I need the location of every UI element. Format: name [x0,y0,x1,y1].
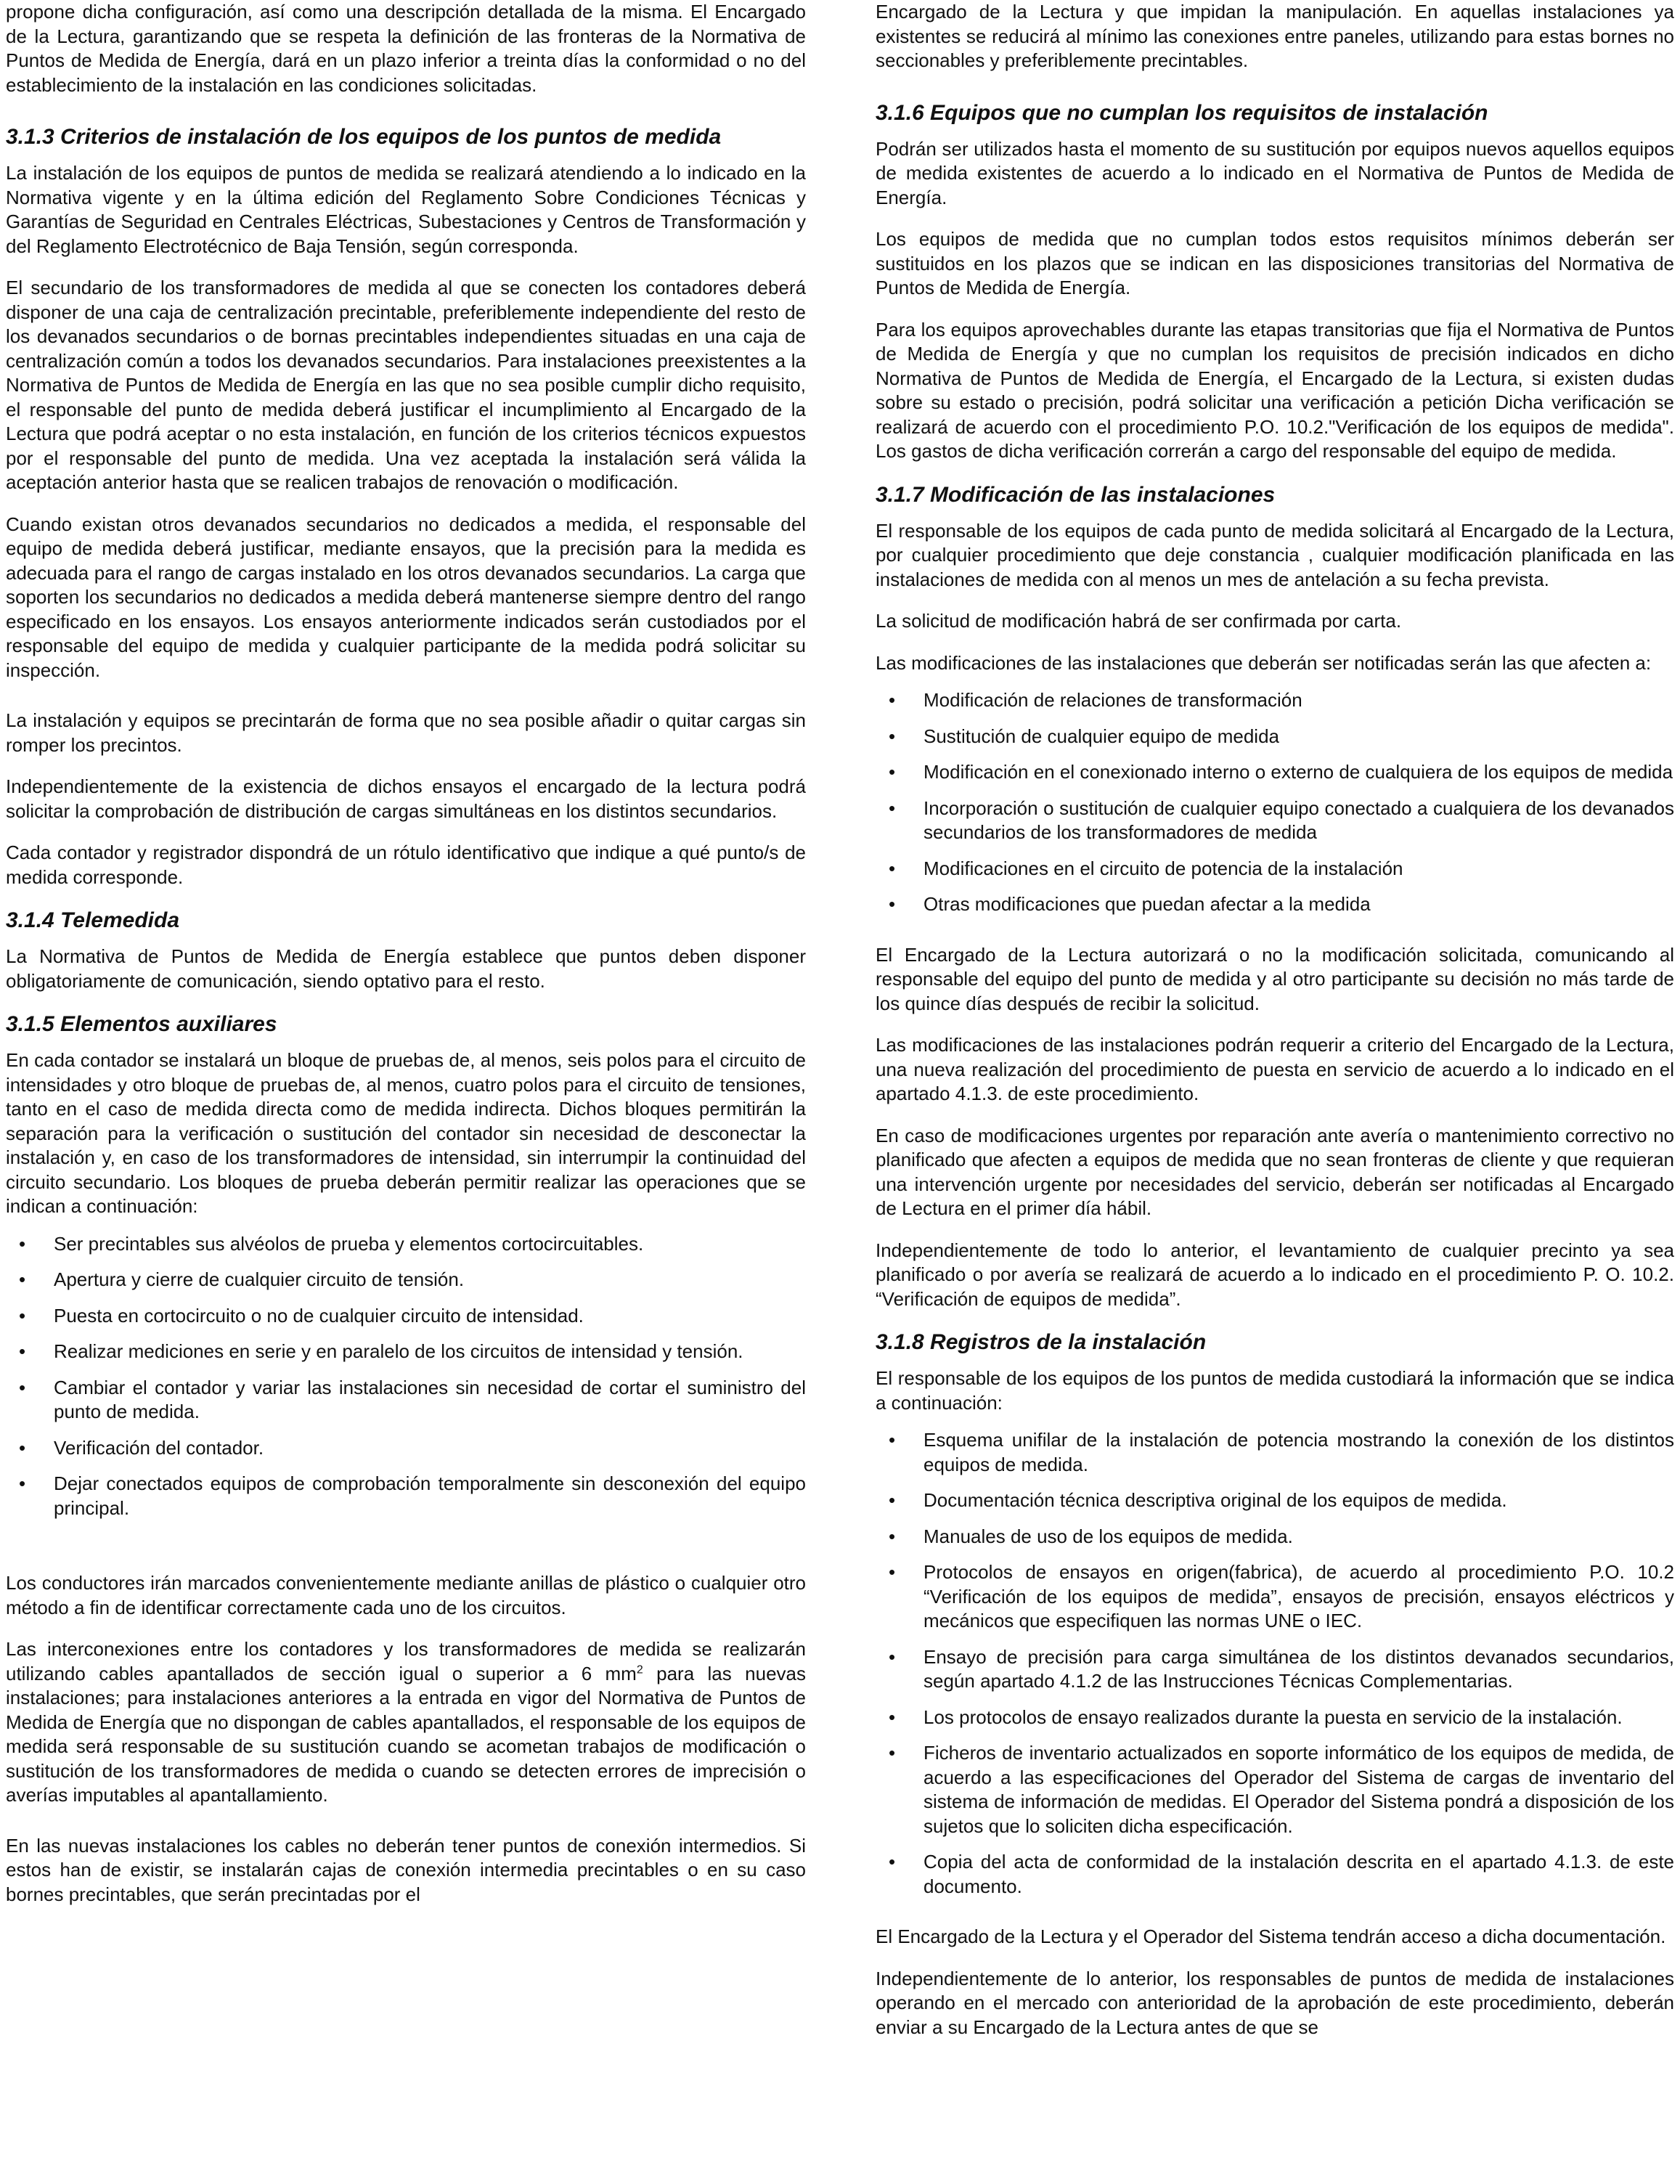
list-item: • Incorporación o sustitución de cualquier equipo conectado a cualquiera de los devanados secundarios de los transformadores de medida [876,796,1674,845]
section-heading-3-1-3: 3.1.3 Criterios de instalación de los equipos de los puntos de medida [6,125,722,149]
paragraph: Para los equipos aprovechables durante las etapas transitorias que fija el Normativa de Puntos de Medida de Energía y que no cumplan los requisitos de precisión indicados en dicho Normativa de Puntos de Medida de Energía, el Encargado de la Lectura, si existen dudas sobre su estado o precisión, podrá solicitar una verificación a petición Dicha verificación se realizará de acuerdo con el procedimiento P.O. 10.2."Verificación de los equipos de medida". Los gastos de dicha verificación correrán a cargo del responsable del equipo de medida. [876,318,1674,462]
list-item: • Ser precintables sus alvéolos de prueba y elementos cortocircuitables. [6,1232,806,1257]
paragraph: La instalación de los equipos de puntos de medida se realizará atendiendo a lo indicado en la Normativa vigente y en la última edición del Reglamento Sobre Condiciones Técnicas y Garantías de Seguridad en Centrales Eléctricas, Subestaciones y Centros de Transformación y del Reglamento Electrotécnico de Baja Tensión, según corresponda. [6,162,806,257]
list-item: • Ensayo de precisión para carga simultánea de los distintos devanados secundarios, según apartado 4.1.2 de las Instrucciones Técnicas Complementarias. [876,1645,1674,1694]
paragraph-part: para las nuevas instalaciones; para instalaciones anteriores a la entrada en vigor del Normativa de Puntos de Medida de Energía que no dispongan de cables apantallados, el responsable de los equipos de medida será responsable de su sustitución cuando se acometan trabajos de modificación o sustitución de los transformadores de medida o cuando se detecten errores de imprecisión o averías imputables al apantallamiento. [6,1662,806,1806]
section-heading-3-1-5: 3.1.5 Elementos auxiliares [6,1012,277,1036]
paragraph: Independientemente de lo anterior, los responsables de puntos de medida de instalaciones operando en el mercado con anterioridad de la aprobación de este procedimiento, deberán enviar a su Encargado de la Lectura antes de que se [876,1967,1674,2038]
list-item: • Modificación en el conexionado interno o externo de cualquiera de los equipos de medida [876,760,1674,785]
list-item: • Copia del acta de conformidad de la instalación descrita en el apartado 4.1.3. de este documento. [876,1850,1674,1899]
paragraph: Los equipos de medida que no cumplan todos estos requisitos mínimos deberán ser sustituidos en los plazos que se indican en las disposiciones transitorias del Normativa de Puntos de Medida de Energía. [876,228,1674,298]
paragraph: El responsable de los equipos de los puntos de medida custodiará la información que se indica a continuación: [876,1367,1674,1414]
paragraph: El Encargado de la Lectura autorizará o no la modificación solicitada, comunicando al responsable del equipo del punto de medida y al otro participante su decisión no más tarde de los quince días después de recibir la solicitud. [876,943,1674,1014]
left-column [6,0,806,1907]
list-item: • Realizar mediciones en serie y en paralelo de los circuitos de intensidad y tensión. [6,1340,806,1364]
section-heading-3-1-8: 3.1.8 Registros de la instalación [876,1330,1207,1354]
list-item: • Otras modificaciones que puedan afectar a la medida [876,892,1674,917]
list-item: • Documentación técnica descriptiva original de los equipos de medida. [876,1488,1674,1513]
paragraph: Cuando existan otros devanados secundarios no dedicados a medida, el responsable del equipo de medida deberá justificar, mediante ensayos, que la precisión para la medida es adecuada para el rango de cargas instalado en los otros devanados secundarios. La carga que soporten los secundarios no dedicados a medida deberá mantenerse siempre dentro del rango especificado en los ensayos. Los ensayos anteriormente indicados serán custodiados por el responsable del equipo de medida y cualquier participante de la medida podrá solicitar su inspección. [6,513,806,681]
list-item: • Modificaciones en el circuito de potencia de la instalación [876,857,1674,881]
paragraph: Los conductores irán marcados convenientemente mediante anillas de plástico o cualquier otro método a fin de identificar correctamente cada uno de los circuitos. [6,1572,806,1618]
paragraph: Las modificaciones de las instalaciones que deberán ser notificadas serán las que afecten a: [876,651,1652,674]
bullet-list [876,688,1674,917]
list-item: • Esquema unifilar de la instalación de potencia mostrando la conexión de los distintos equipos de medida. [876,1428,1674,1477]
list-item: • Manuales de uso de los equipos de medida. [876,1525,1674,1549]
paragraph: Encargado de la Lectura y que impidan la manipulación. En aquellas instalaciones ya existentes se reducirá al mínimo las conexiones entre paneles, utilizando para estas bornes no seccionables y preferiblemente precintables. [876,1,1674,71]
paragraph: El Encargado de la Lectura y el Operador del Sistema tendrán acceso a dicha documentación. [876,1926,1666,1947]
section-heading-3-1-7: 3.1.7 Modificación de las instalaciones [876,482,1276,507]
paragraph: Podrán ser utilizados hasta el momento de su sustitución por equipos nuevos aquellos equipos de medida existentes de acuerdo a lo indicado en el Normativa de Puntos de Medida de Energía. [876,137,1674,208]
paragraph: Independientemente de todo lo anterior, el levantamiento de cualquier precinto ya sea planificado o por avería se realizará de acuerdo a lo indicado en el procedimiento P. O. 10.2. “Verificación de equipos de medida”. [876,1239,1674,1310]
list-item: • Sustitución de cualquier equipo de medida [876,725,1674,749]
list-item: • Apertura y cierre de cualquier circuito de tensión. [6,1268,806,1292]
list-item: • Los protocolos de ensayo realizados durante la puesta en servicio de la instalación. [876,1706,1674,1730]
paragraph: propone dicha configuración, así como una descripción detallada de la misma. El Encargado de la Lectura, garantizando que se respeta la definición de las fronteras de la Normativa de Puntos de Medida de Energía, dará en un plazo inferior a treinta días la conformidad o no del establecimiento de la instalación en las condiciones solicitadas. [6,1,806,96]
right-column [876,0,1674,2040]
paragraph: En las nuevas instalaciones los cables no deberán tener puntos de conexión intermedios. Si estos han de existir, se instalarán cajas de conexión intermedia precintables o en su caso bornes precintables, que serán precintadas por el [6,1834,806,1905]
list-item: • Ficheros de inventario actualizados en soporte informático de los equipos de medida, de acuerdo a las especificaciones del Operador del Sistema de cargas de inventario del sistema de información de medidas. El Operador del Sistema pondrá a disposición de los sujetos que lo soliciten dicha especificación. [876,1741,1674,1838]
list-item: • Dejar conectados equipos de comprobación temporalmente sin desconexión del equipo principal. [6,1472,806,1520]
list-item: • Modificación de relaciones de transformación [876,688,1674,713]
paragraph: Independientemente de la existencia de dichos ensayos el encargado de la lectura podrá solicitar la comprobación de distribución de cargas simultáneas en los distintos secundarios. [6,775,806,822]
paragraph: El secundario de los transformadores de medida al que se conecten los contadores deberá disponer de una caja de centralización precintable, preferiblemente independiente del resto de los devanados secundarios o de bornas precintables independientes situadas en una caja de centralización común a todos los devanados secundarios. Para instalaciones preexistentes a la Normativa de Puntos de Medida de Energía en las que no sea posible cumplir dicho requisito, el responsable del punto de medida deberá justificar el incumplimiento al Encargado de la Lectura que podrá aceptar o no esta instalación, en función de los criterios técnicos expuestos por el responsable del punto de medida. Una vez aceptada la instalación será válida la aceptación anterior hasta que se realicen trabajos de renovación o modificación. [6,277,806,493]
paragraph [6,1637,806,1808]
paragraph: El responsable de los equipos de cada punto de medida solicitará al Encargado de la Lectura, por cualquier procedimiento que deje constancia , cualquier modificación planificada en las instalaciones de medida con al menos un mes de antelación a su fecha prevista. [876,519,1674,590]
paragraph: Las modificaciones de las instalaciones podrán requerir a criterio del Encargado de la Lectura, una nueva realización del procedimiento de puesta en servicio de acuerdo a lo indicado en el apartado 4.1.3. de este procedimiento. [876,1034,1674,1104]
bullet-list [876,1428,1674,1899]
paragraph: En caso de modificaciones urgentes por reparación ante avería o mantenimiento correctivo no planificado que afecten a equipos de medida que no sean fronteras de cliente y que requieran una intervención urgente por necesidades del servicio, deberán ser notificadas al Encargado de Lectura en el primer día hábil. [876,1124,1674,1219]
superscript: 2 [636,1663,643,1676]
bullet-list [6,1232,806,1521]
list-item: • Puesta en cortocircuito o no de cualquier circuito de intensidad. [6,1304,806,1329]
section-heading-3-1-4: 3.1.4 Telemedida [6,908,180,932]
paragraph: En cada contador se instalará un bloque de pruebas de, al menos, seis polos para el circuito de intensidades y otro bloque de pruebas de, al menos, cuatro polos para el circuito de tensiones, tanto en el caso de medida directa como de medida indirecta. Dichos bloques permitirán la separación para la verificación o sustitución del contador sin necesidad de desconectar la instalación y, en caso de los transformadores de intensidad, sin interrumpir la continuidad del circuito secundario. Los bloques de prueba deberán permitir realizar las operaciones que se indican a continuación: [6,1049,806,1217]
paragraph: La instalación y equipos se precintarán de forma que no sea posible añadir o quitar cargas sin romper los precintos. [6,709,806,756]
list-item: • Cambiar el contador y variar las instalaciones sin necesidad de cortar el suministro del punto de medida. [6,1376,806,1425]
list-item: • Verificación del contador. [6,1436,806,1461]
paragraph: La solicitud de modificación habrá de ser confirmada por carta. [876,610,1402,632]
paragraph-part: Las interconexiones entre los contadores y los transformadores de medida se realizarán utilizando cables apantallados de sección igual o superior a 6 mm [6,1638,806,1684]
section-heading-3-1-6: 3.1.6 Equipos que no cumplan los requisitos de instalación [876,100,1488,125]
paragraph: Cada contador y registrador dispondrá de un rótulo identificativo que indique a qué punto/s de medida corresponde. [6,842,806,888]
list-item: • Protocolos de ensayos en origen(fabrica), de acuerdo al procedimiento P.O. 10.2 “Verificación de los equipos de medida”, ensayos de precisión, ensayos eléctricos y mecánicos que especifiquen las normas UNE o IEC. [876,1560,1674,1634]
paragraph: La Normativa de Puntos de Medida de Energía establece que puntos deben disponer obligatoriamente de comunicación, siendo optativo para el resto. [6,945,806,992]
